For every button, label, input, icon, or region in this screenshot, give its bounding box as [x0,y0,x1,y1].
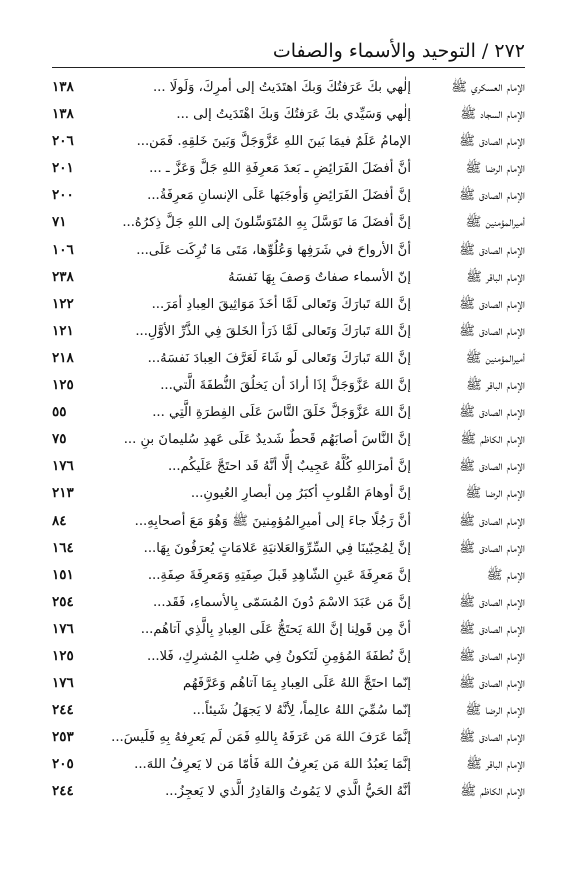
page-number: ٢٥٣ [52,729,74,746]
page-number: ١٧٦ [52,675,74,692]
narrator-name: الإمام الصادق ﷺ [459,648,525,664]
index-row [52,724,525,751]
narrator-name: الإمام الصادق ﷺ [459,676,525,692]
hadith-incipit: إنَّمَا عَرَفَ اللهَ مَن عَرَفَهُ بِاللهِ فَمَن لَم يَعرِفهُ بِهِ فَلَيسَ... [111,730,411,746]
page-number: ١٠٦ [52,241,74,258]
hadith-incipit: أنَّ الأرواحَ في شَرَفِها وَعُلُوِّها، مَتَى مَا تُرِكَت عَلَى... [136,242,411,258]
narrator-name: الإمام ﷺ [486,567,525,583]
page-number: ١٢١ [52,322,74,339]
index-list [52,74,525,806]
page-number: ٢٠١ [52,160,74,177]
page-number: ١٣٨ [52,79,74,95]
narrator-name: الإمام الرضا ﷺ [465,486,525,502]
index-row [52,616,525,643]
narrator-name: الإمام الكاظم ﷺ [460,784,525,800]
narrator-name: الإمام الباقر ﷺ [466,757,525,773]
page-number: ٢١٨ [52,349,74,366]
narrator-name: الإمام الصادق ﷺ [459,296,525,312]
narrator-name: الإمام العسكري ﷺ [451,80,525,95]
index-row [52,751,525,778]
index-row [52,318,525,345]
page-header: ٢٧٢ / التوحيد والأسماء والصفات [272,40,525,62]
page-number: ٢٠٠ [52,187,74,204]
index-row [52,508,525,535]
index-row [52,264,525,291]
narrator-name: الإمام الصادق ﷺ [459,323,525,339]
narrator-name: الإمام الصادق ﷺ [459,621,525,637]
page-number: ٢٥٤ [52,593,74,610]
page-number: ١٧٦ [52,458,74,475]
index-row [52,480,525,507]
hadith-incipit: إنَّ أفضَلَ الفَرَائِضِ وَأوجَبَها عَلَى الإنسانِ مَعرِفَةُ... [147,188,411,204]
index-row [52,670,525,697]
index-row [52,453,525,480]
page-number: ٢١٣ [52,485,74,502]
index-row [52,643,525,670]
index-row [52,182,525,209]
page-number: ١٣٨ [52,106,74,123]
hadith-incipit: إنَّ اللهَ تَبارَكَ وَتَعالى لَمَّا أخَذَ مَوَاثِيقَ العِبادِ أمَرَ... [151,296,411,312]
hadith-incipit: إنَّ أوهامَ القُلوبِ أكبَرُ مِن أبصارِ العُيونِ... [190,486,411,502]
narrator-name: الإمام السجاد ﷺ [460,107,525,123]
narrator-name: الإمام الكاظم ﷺ [460,432,525,448]
page-number: ٢٤٤ [52,783,74,800]
narrator-name: الإمام الرضا ﷺ [465,161,525,177]
page-number: ١٢٢ [52,295,74,312]
hadith-incipit: إنَّ مَن عَبَدَ الاسْمَ دُونَ المُسَمّى بِالأسماءِ، فَقَد... [152,594,411,610]
narrator-name: الإمام الرضا ﷺ [465,703,525,719]
narrator-name: الإمام الباقر ﷺ [466,269,525,285]
index-row [52,562,525,589]
hadith-incipit: إنّما سُمِّيَ اللهُ عالِماً، لِأنَّهُ لا يَجهَلُ شَيئاً... [192,703,411,719]
index-row [52,155,525,182]
narrator-name: الإمام الصادق ﷺ [459,594,525,610]
page-number: ٢٤٤ [52,702,74,719]
hadith-incipit: إنّما احتَجَّ اللهُ عَلَى العِبادِ بِمَا آتاهُم وَعَرَّفَهُم [183,676,411,692]
header-divider [52,67,525,68]
narrator-name: الإمام الصادق ﷺ [459,540,525,556]
hadith-incipit: أنَّ مِن قَولِنا إنَّ اللهَ يَحتَجُّ عَلَى العِبادِ بِالَّذِي آتاهُم... [140,621,411,637]
narrator-name: الإمام الصادق ﷺ [459,459,525,475]
page-number: ١٧٦ [52,620,74,637]
index-row [52,74,525,101]
index-row [52,535,525,562]
narrator-name: أميرالمؤمنين ﷺ [465,350,525,366]
narrator-name: أميرالمؤمنين ﷺ [465,215,525,231]
hadith-incipit: الإمامُ عَلَمٌ فيمَا بَينَ اللهِ عَزَّوَجَلَّ وَبَينَ خَلقِهِ. فَمَن... [136,134,411,150]
index-row [52,345,525,372]
page-number: ١٦٤ [52,539,74,556]
narrator-name: الإمام الصادق ﷺ [459,730,525,746]
page-number: ١٥١ [52,566,74,583]
page-number: ٢٠٦ [52,133,74,150]
page-number: ٧١ [52,214,67,231]
hadith-incipit: إنَّ نُطفَةَ المُؤمِنِ لَتَكونُ فِي صُلبِ المُشرِكِ، فَلا... [147,648,411,664]
index-row [52,291,525,318]
page-number: ١٢٥ [52,647,74,664]
hadith-incipit: إنَّ أمرَاللهِ كُلَّهُ عَجِيبٌ إلَّا أنَّهُ قَد احتَجَّ عَلَيكُم... [167,459,411,475]
index-row [52,372,525,399]
hadith-incipit: أنَّ رَجُلًا جاءَ إلى أميرِالمُؤمِنينَ ﷺ وَهُوَ مَعَ أصحابِهِ... [134,513,411,529]
hadith-incipit: أنَّ أفضَلَ الفَرَائِضِ ـ بَعدَ مَعرِفَةِ اللهِ جَلَّ وَعَزَّ ـ ... [149,161,411,177]
page-number: ١٢٥ [52,377,74,394]
page-number: ٨٤ [52,512,67,529]
index-row [52,237,525,264]
narrator-name: الإمام الصادق ﷺ [459,242,525,258]
page-number: ٢٣٨ [52,268,74,285]
hadith-incipit: إنَّ لِمُحِبّينَا فِي السِّرِّوَالعَلانيَةِ عَلامَاتٍ يُعرَفُونَ بِهَا... [143,540,411,556]
index-row [52,399,525,426]
narrator-name: الإمام الصادق ﷺ [459,188,525,204]
index-row [52,209,525,236]
narrator-name: الإمام الصادق ﷺ [459,405,525,421]
index-row [52,697,525,724]
hadith-incipit: إنَّ اللهَ تَبارَكَ وَتَعالى لَمَّا ذَرَأ الخَلقَ فِي الذَّرِّ الأوَّلِ... [135,323,411,339]
hadith-incipit: إلٰهي وَسَيِّدي بكَ عَرَفتُكَ وَبكَ اهْتَدَيتُ إلى ... [176,107,411,123]
hadith-incipit: إنّ الأسماء صفاتٌ وَصفَ بِهَا نَفسَهُ [228,269,411,285]
hadith-incipit: إنَّمَا يَعبُدُ اللهَ مَن يَعرِفُ اللهَ فَأمّا مَن لا يَعرِفُ اللهَ... [134,757,411,773]
page-number: ٥٥ [52,404,67,421]
index-row [52,128,525,155]
page-number: ٧٥ [52,431,67,448]
index-row [52,101,525,128]
hadith-incipit: إلٰهي بكَ عَرَفتُكَ وَبكَ اهتَدَيتُ إلى أمرِكَ، وَلَولَا ... [152,80,411,95]
index-row [52,589,525,616]
hadith-incipit: إنَّ مَعرِفَةَ عَينِ الشّاهِدِ قَبلَ صِفَتِهِ وَمَعرِفَةَ صِفَةِ... [147,567,411,583]
page-number: ٢٠٥ [52,756,74,773]
hadith-incipit: إنَّ النَّاسَ أصابَهُم قَحطٌ شَديدٌ عَلَى عَهدِ سُليمانَ بنِ ... [123,432,411,448]
narrator-name: الإمام الصادق ﷺ [459,513,525,529]
narrator-name: الإمام الصادق ﷺ [459,134,525,150]
hadith-incipit: إنَّ اللهَ عَزَّوَجَلَّ خَلَقَ النَّاسَ عَلَى الفِطرَةِ الَّتِي ... [152,405,411,421]
hadith-incipit: أنَّهُ الحَيُّ الَّذي لا يَمُوتُ وَالقادِرُ الَّذي لا يَعجِزُ... [165,784,411,800]
hadith-incipit: إنَّ اللهَ تَبارَكَ وَتَعالى لَو شَاءَ لَعَرَّفَ العِبادَ نَفسَهُ... [147,350,411,366]
index-row [52,426,525,453]
index-row [52,778,525,805]
narrator-name: الإمام الباقر ﷺ [466,378,525,394]
hadith-incipit: إنَّ أفضَلَ مَا تَوَسَّلَ بِهِ المُتَوَسِّلونَ إلى اللهِ جَلَّ ذِكرُهُ... [122,215,411,231]
hadith-incipit: إنَّ اللهَ عَزَّوَجَلَّ إذَا أرادَ أن يَخلُقَ النُّطفَةَ الَّتي... [160,378,411,394]
